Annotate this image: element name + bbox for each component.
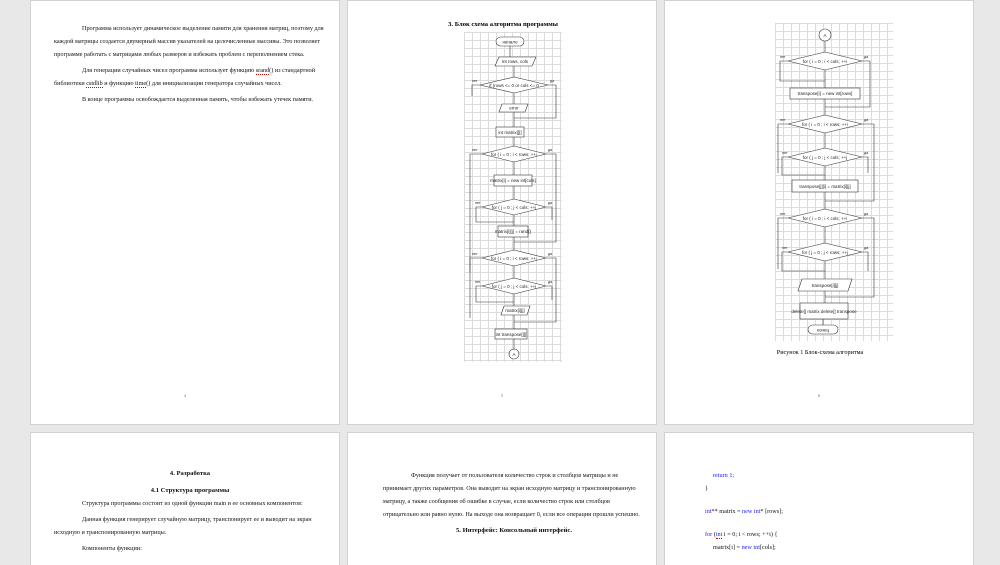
yes-label: да	[548, 252, 553, 256]
no-label: нет	[780, 212, 786, 216]
no-label: нет	[782, 151, 788, 155]
page-number: 6	[818, 393, 820, 398]
code-token: (	[712, 531, 716, 538]
loop-i-cols2-label: for ( i = 0 ; i < cols; ++i	[802, 216, 848, 221]
document-page-4	[30, 0, 340, 425]
output-label: matrix[i][j]	[505, 308, 525, 313]
code-line	[705, 528, 955, 541]
yes-label: да	[864, 212, 869, 216]
yes-label: да	[550, 79, 555, 83]
section-heading-interface: 5. Интерфейс: Консольный интерфейс.	[456, 527, 572, 534]
code-token: [cols];	[759, 544, 776, 551]
page-body-text	[383, 469, 645, 537]
page-body-text	[54, 467, 326, 558]
alloc-label: int matrix[][]	[498, 130, 522, 135]
no-label: нет	[780, 55, 786, 59]
document-page-8	[347, 432, 657, 565]
srand-word: srand	[255, 67, 270, 74]
text-fragment: () из стандартной библиотеки	[54, 67, 316, 87]
alloc-t-label: transpose[i] = new int[rows]	[797, 91, 853, 96]
paragraph-memory: Программа использует динамическое выделение памяти для хранения матриц, поэтому для каждой матрицы создается двумерный массив указателей на целочисленные массивы. Это позволяет программе работать с матрицами любых размеров и избежать проблем с переполнением стека.	[54, 25, 324, 58]
code-token: int	[715, 531, 723, 538]
paragraph-structure: Структура программы состоит из одной функции main и ее основных компонентов:	[82, 500, 303, 507]
yes-label: да	[864, 118, 869, 122]
code-listing	[705, 469, 955, 554]
yes-label: да	[864, 246, 869, 250]
section-heading-development: 4. Разработка	[169, 470, 211, 477]
assign-t-label: transpose[j][i] = matrix[i][j]	[799, 184, 851, 189]
error-label: error	[509, 105, 519, 111]
no-label: нет	[472, 79, 478, 83]
connector-label: A	[512, 352, 516, 357]
free-label: delete[] matrix delete[] transpose	[791, 309, 857, 314]
paragraph-free-memory: В конце программы освобождается выделенная память, чтобы избежать утечек памяти.	[82, 96, 314, 103]
loop-i-rows-label: for ( i = 0 ; i < rows; ++i	[490, 152, 538, 157]
paragraph-random-lead: Для генерации случайных чисел программа использует функцию	[82, 67, 255, 74]
no-label: нет	[475, 280, 481, 284]
text-fragment: () для инициализации генератора случайных чисел.	[146, 80, 282, 87]
flowchart-part1	[458, 32, 568, 366]
time-word: time	[135, 80, 147, 87]
yes-label: да	[548, 280, 553, 284]
flowchart-part2	[770, 23, 898, 343]
page-body-text	[54, 22, 326, 109]
code-token: * [rows];	[760, 508, 783, 515]
subsection-heading-structure: 4.1 Структура программы	[150, 487, 230, 494]
code-line: }	[705, 485, 708, 492]
rand-assign-label: matrix[i][j] = rand()	[494, 229, 532, 234]
code-token: ** matrix =	[711, 508, 743, 515]
page-number: 4	[184, 393, 186, 398]
transpose-alloc-label: int transpose[][]	[495, 332, 527, 337]
document-page-5	[347, 0, 657, 425]
no-label: нет	[782, 246, 788, 250]
start-label: начало	[502, 39, 518, 45]
no-label: нет	[472, 148, 478, 152]
alloc-row-label: matrix[i] = new int[cols]	[490, 178, 536, 183]
cstdlib-word: cstdlib	[86, 80, 103, 87]
output-label: transpose[i][j]	[811, 283, 839, 288]
code-line	[705, 541, 955, 554]
yes-label: да	[864, 151, 869, 155]
paragraph-function: Данная функция генерирует случайную матрицу, транспонирует ее и выводит на экран исходную и транспонированную матрицы.	[54, 516, 312, 536]
code-line	[705, 469, 955, 482]
document-page-7	[30, 432, 340, 565]
connector-label: A	[823, 33, 827, 38]
code-token: matrix[i] =	[713, 544, 742, 551]
section-heading-flowchart: 3. Блок схема алгоритма программы	[448, 21, 558, 28]
paragraph-function-io: Функция получает от пользователя количество строк и столбцов матрицы и не принимает других параметров. Она выводит на экран исходную матрицу и транспонированную матрицу, а также сообщения об ошибке в случае, если количество строк или столбцов отрицательно или равно нулю. На выходе она возвращает 0, если все операции прошли успешно.	[383, 472, 640, 518]
yes-label: да	[548, 148, 553, 152]
document-page-9	[664, 432, 974, 565]
code-token: for	[705, 531, 713, 538]
figure-caption: Рисунок 1 Блок-схема алгоритма	[776, 349, 864, 356]
yes-label: да	[548, 201, 553, 205]
input-label: int rows, cols	[501, 59, 529, 64]
cond1-label: if (rows <= 0 or cols <= 0	[489, 83, 539, 88]
no-label: нет	[780, 118, 786, 122]
code-token: int	[705, 508, 712, 515]
document-page-6	[664, 0, 974, 425]
loop-j-cols2-label: for ( j = 0 ; j < cols; ++j	[491, 284, 537, 289]
no-label: нет	[475, 201, 481, 205]
code-token: new int	[741, 544, 760, 551]
loop-j-rows-label: for ( j = 0 ; j < rows; ++j	[801, 250, 849, 255]
code-token: return 1;	[713, 472, 735, 479]
no-label: нет	[472, 252, 478, 256]
paragraph-random	[54, 64, 326, 90]
yes-label: да	[864, 55, 869, 59]
code-token: i = 0; i < rows; ++i) {	[722, 531, 778, 538]
paragraph-components: Компоненты функции:	[82, 545, 142, 552]
end-label: конец	[816, 327, 830, 333]
loop-j-cols-label: for ( j = 0 ; j < cols; ++j	[491, 205, 537, 210]
loop-j-cols-label: for ( j = 0 ; j < cols; ++j	[802, 155, 848, 160]
code-line	[705, 505, 955, 518]
page-number: 5	[501, 393, 503, 398]
loop-i-rows-label: for ( i = 0 ; i < rows; ++i	[801, 122, 849, 127]
code-token: new int	[742, 508, 761, 515]
loop-i-cols-label: for ( i = 0 ; i < cols; ++i	[802, 59, 848, 64]
text-fragment: и функцию	[102, 80, 136, 87]
loop-i-rows2-label: for ( i = 0 ; i < rows; ++i	[490, 256, 538, 261]
